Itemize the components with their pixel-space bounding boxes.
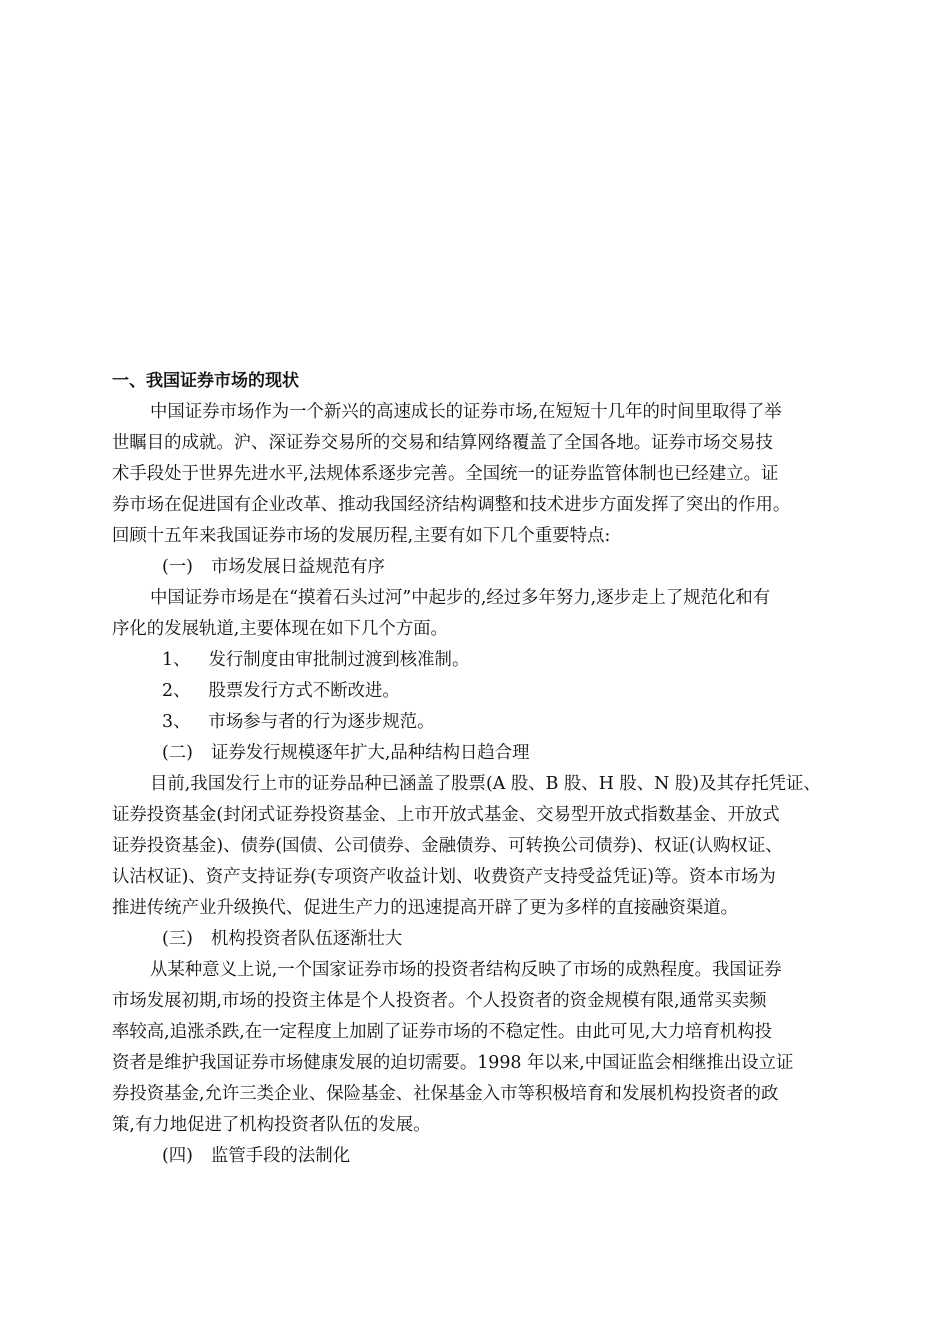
subheading-number: (一)	[162, 557, 193, 577]
paragraph-line: 从某种意义上说,一个国家证券市场的投资者结构反映了市场的成熟程度。我国证券	[150, 960, 782, 980]
subheading-title: 监管手段的法制化	[210, 1146, 351, 1166]
list-item-text: 市场参与者的行为逐步规范。	[208, 712, 435, 732]
subheading-title: 市场发展日益规范有序	[210, 557, 385, 577]
subheading-2	[112, 738, 854, 769]
paragraph-line: 证券投资基金)、债券(国债、公司债券、金融债券、可转换公司债券)、权证(认购权证、	[112, 836, 783, 856]
subheading-number: (二)	[162, 743, 193, 763]
paragraph-institutional-investors	[112, 955, 854, 1141]
list-item	[112, 707, 854, 738]
list-item	[112, 676, 854, 707]
paragraph-line: 认沽权证)、资产支持证券(专项资产收益计划、收费资产支持受益凭证)等。资本市场为	[112, 867, 776, 887]
list-item-number: 2、	[162, 681, 191, 701]
paragraph-line: 策,有力地促进了机构投资者队伍的发展。	[112, 1115, 431, 1135]
paragraph-line: 中国证券市场是在“摸着石头过河”中起步的,经过多年努力,逐步走上了规范化和有	[150, 588, 771, 608]
paragraph-line: 术手段处于世界先进水平,法规体系逐步完善。全国统一的证券监管体制也已经建立。证	[112, 464, 779, 484]
section-heading: 一、我国证券市场的现状	[112, 371, 299, 391]
list-item-text: 股票发行方式不断改进。	[208, 681, 400, 701]
paragraph-line: 中国证券市场作为一个新兴的高速成长的证券市场,在短短十几年的时间里取得了举	[150, 402, 782, 422]
paragraph-securities-varieties	[112, 769, 854, 924]
subheading-title: 机构投资者队伍逐渐壮大	[210, 929, 403, 949]
paragraph-line: 率较高,追涨杀跌,在一定程度上加剧了证券市场的不稳定性。由此可见,大力培育机构投	[112, 1022, 773, 1042]
list-item	[112, 645, 854, 676]
paragraph-overview	[112, 397, 854, 552]
paragraph-line: 推进传统产业升级换代、促进生产力的迅速提高开辟了更为多样的直接融资渠道。	[112, 898, 739, 918]
paragraph-line: 证券投资基金(封闭式证券投资基金、上市开放式基金、交易型开放式指数基金、开放式	[112, 805, 780, 825]
subheading-number: (三)	[162, 929, 193, 949]
document-body	[112, 366, 854, 1172]
subheading-4	[112, 1141, 854, 1172]
paragraph-line: 序化的发展轨道,主要体现在如下几个方面。	[112, 619, 448, 639]
paragraph-standardization	[112, 583, 854, 645]
subheading-1	[112, 552, 854, 583]
paragraph-line: 资者是维护我国证券市场健康发展的迫切需要。1998 年以来,中国证监会相继推出设立证	[112, 1053, 794, 1073]
subheading-number: (四)	[162, 1146, 193, 1166]
list-item-text: 发行制度由审批制过渡到核准制。	[208, 650, 470, 670]
paragraph-line: 市场发展初期,市场的投资主体是个人投资者。个人投资者的资金规模有限,通常买卖频	[112, 991, 767, 1011]
list-item-number: 3、	[162, 712, 191, 732]
paragraph-line: 券投资基金,允许三类企业、保险基金、社保基金入市等积极培育和发展机构投资者的政	[112, 1084, 779, 1104]
subheading-3	[112, 924, 854, 955]
paragraph-line: 世瞩目的成就。沪、深证券交易所的交易和结算网络覆盖了全国各地。证券市场交易技	[112, 433, 773, 453]
list-item-number: 1、	[162, 650, 191, 670]
subheading-title: 证券发行规模逐年扩大,品种结构日趋合理	[210, 743, 530, 763]
paragraph-line: 回顾十五年来我国证券市场的发展历程,主要有如下几个重要特点:	[112, 526, 611, 546]
paragraph-line: 目前,我国发行上市的证券品种已涵盖了股票(A 股、B 股、H 股、N 股)及其存托凭证、	[150, 774, 821, 794]
paragraph-line: 券市场在促进国有企业改革、推动我国经济结构调整和技术进步方面发挥了突出的作用。	[112, 495, 791, 515]
